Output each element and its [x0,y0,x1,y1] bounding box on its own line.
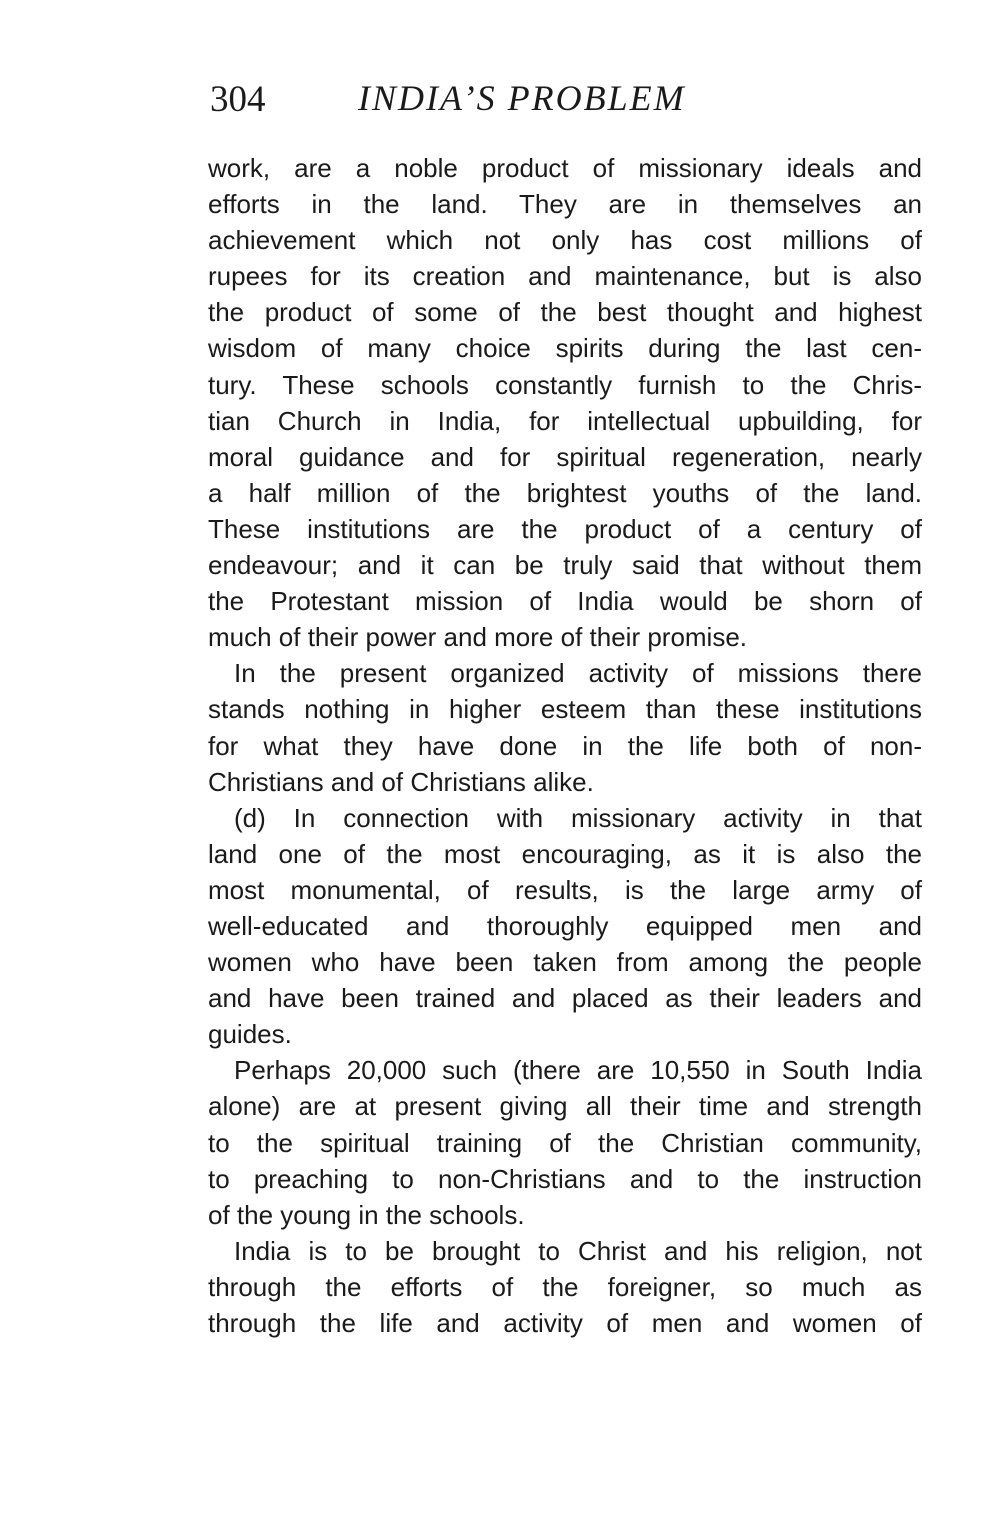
text-line: of the young in the schools. [208,1199,525,1230]
text-line: tury. These schools constantly furnish to the Chris- [208,369,922,400]
text-line: These institutions are the product of a century of [208,513,922,544]
text-line: through the efforts of the foreigner, so much as [208,1271,922,1302]
text-line: stands nothing in higher esteem than these institutions [208,694,922,725]
text-line: moral guidance and for spiritual regeneration, nearly [208,441,922,472]
text-line: endeavour; and it can be truly said that without them [208,550,922,581]
text-line: (d) In connection with missionary activity in that [234,802,922,833]
running-head [210,72,922,122]
text-line: well-educated and thoroughly equipped men and [208,910,922,941]
text-line: India is to be brought to Christ and his religion, not [234,1235,922,1266]
text-line: efforts in the land. They are in themselves an [208,189,922,220]
text-line: In the present organized activity of missions there [234,658,922,689]
text-line: to the spiritual training of the Christian community, [208,1127,922,1158]
running-title: INDIA’S PROBLEM [358,78,686,118]
text-line: alone) are at present giving all their time and strength [208,1091,922,1122]
text-line: much of their power and more of their promise. [208,622,748,653]
text-line: achievement which not only has cost millions of [208,225,922,256]
body-text [208,150,922,1341]
text-line: Christians and of Christians alike. [208,766,594,797]
text-line: work, are a noble product of missionary ideals and [208,153,922,183]
text-line: Perhaps 20,000 such (there are 10,550 in South India [234,1055,922,1086]
text-line: to preaching to non-Christians and to the instruction [208,1163,922,1194]
text-line: through the life and activity of men and women of [208,1308,922,1338]
text-line: land one of the most encouraging, as it is also the [208,838,922,869]
text-line: most monumental, of results, is the large army of [208,874,922,905]
text-line: women who have been taken from among the people [208,947,922,978]
text-line: tian Church in India, for intellectual upbuilding, for [208,405,922,436]
text-line: a half million of the brightest youths of the land. [208,477,922,508]
page-number: 304 [210,79,266,120]
text-line: the Protestant mission of India would be shorn of [208,586,922,617]
text-line: and have been trained and placed as their leaders and [208,983,922,1014]
text-line: rupees for its creation and maintenance, but is also [208,261,922,292]
text-line: for what they have done in the life both of non- [208,730,922,761]
text-line: guides. [208,1019,292,1050]
text-line: the product of some of the best thought and highest [208,297,922,328]
text-line: wisdom of many choice spirits during the last cen- [208,333,922,364]
